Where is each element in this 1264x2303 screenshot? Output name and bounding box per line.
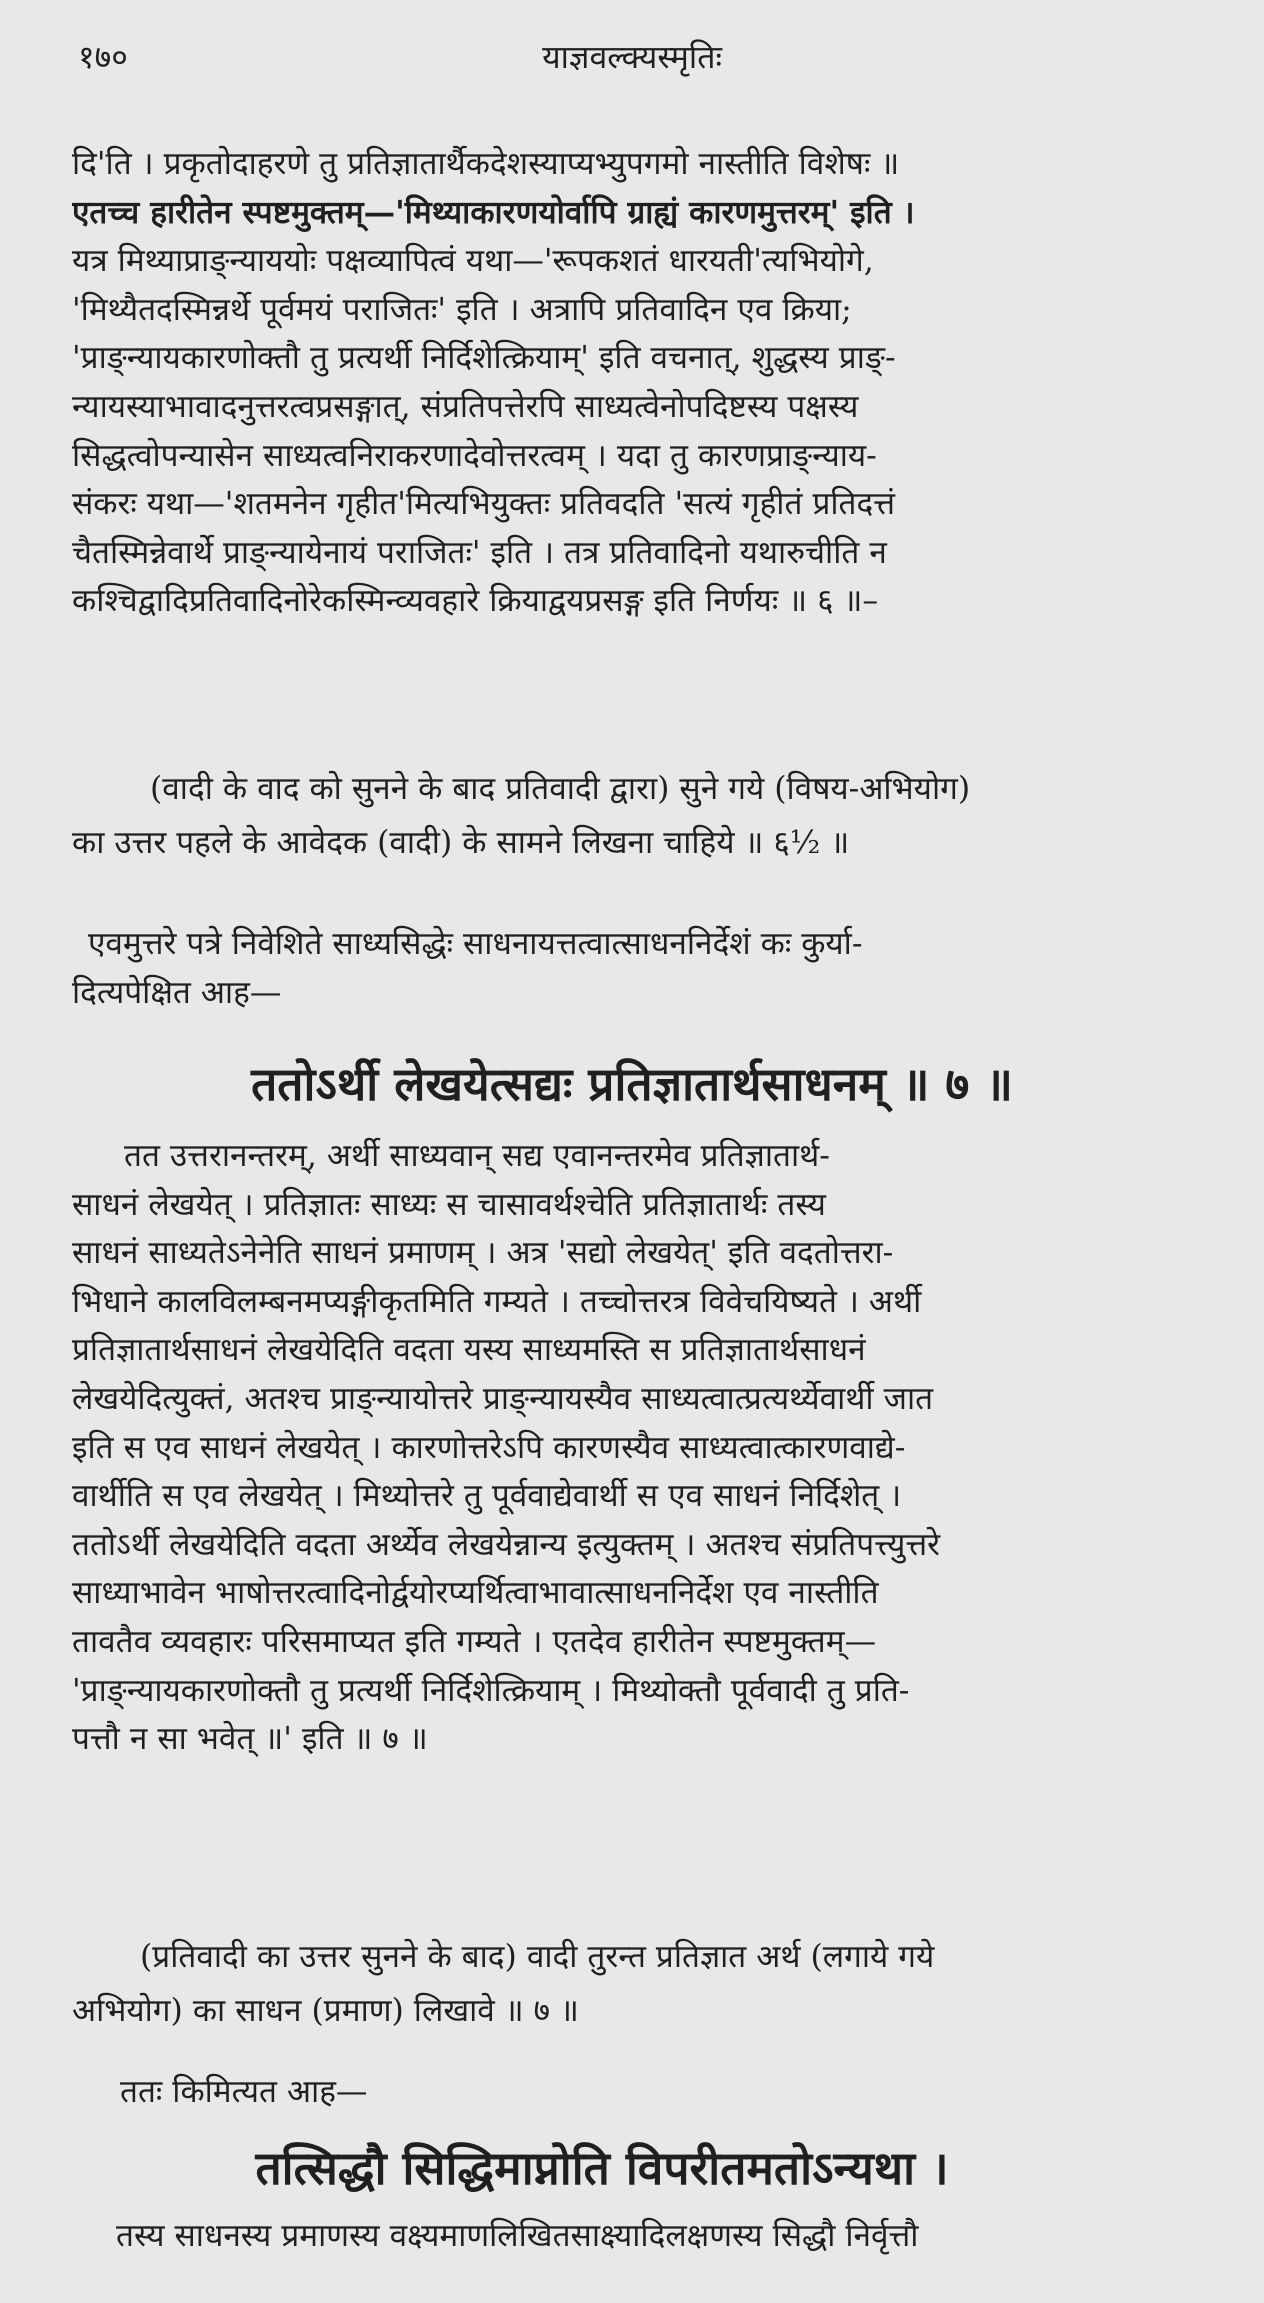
intro-line: ततः किमित्यत आह— <box>120 2074 368 2110</box>
intro-line: दित्यपेक्षित आह— <box>72 974 282 1011</box>
commentary-line: प्रतिज्ञातार्थसाधनं लेखयेदिति वदता यस्य साध्यमस्ति स प्रतिज्ञातार्थसाधनं <box>72 1332 866 1369</box>
page-number: १७० <box>78 38 128 76</box>
commentary-line: पत्तौ न सा भवेत् ॥' इति ॥ ७ ॥ <box>72 1721 428 1758</box>
verse-7: ततोऽर्थी लेखयेत्सद्यः प्रतिज्ञातार्थसाधनम् ॥ ७ ॥ <box>251 1057 1013 1111</box>
commentary-line: लेखयेदित्युक्तं, अतश्च प्राङ्न्यायोत्तरे प्राङ्न्यायस्यैव साध्यत्वात्प्रत्यर्थ्येवार्थी जात <box>72 1380 934 1417</box>
commentary-line: एतच्च हारीतेन स्पष्टमुक्तम्—'मिथ्याकारणयोर्वापि ग्राह्यं कारणमुत्तरम्' इति । <box>72 193 915 231</box>
commentary-line: साधनं लेखयेत् । प्रतिज्ञातः साध्यः स चासावर्थश्चेति प्रतिज्ञातार्थः तस्य <box>72 1186 826 1223</box>
commentary-line: तस्य साधनस्य प्रमाणस्य वक्ष्यमाणलिखितसाक्ष्यादिलक्षणस्य सिद्धौ निर्वृत्तौ <box>116 2218 919 2254</box>
hindi-translation-2 <box>72 1930 1200 2038</box>
commentary-line: सिद्धत्वोपन्यासेन साध्यत्वनिराकरणादेवोत्तरत्वम् । यदा तु कारणप्राङ्न्याय- <box>72 437 877 474</box>
commentary-line: चैतस्मिन्नेवार्थे प्राङ्न्यायेनायं पराजितः' इति । तत्र प्रतिवादिनो यथारुचीति न <box>72 534 887 571</box>
hindi-line: (वादी के वाद को सुनने के बाद प्रतिवादी द्वारा) सुने गये (विषय-अभियोग) <box>150 771 971 807</box>
commentary-line: कश्चिद्वादिप्रतिवादिनोरेकस्मिन्व्यवहारे क्रियाद्वयप्रसङ्ग इति निर्णयः ॥ ६ ॥– <box>72 583 879 620</box>
hindi-line: अभियोग) का साधन (प्रमाण) लिखावे ॥ ७ ॥ <box>72 1993 579 2029</box>
commentary-line: दि'ति । प्रकृतोदाहरणे तु प्रतिज्ञातार्थैकदेशस्याप्यभ्युपगमो नास्तीति विशेषः ॥ <box>72 146 900 182</box>
commentary-line: 'मिथ्यैतदस्मिन्नर्थे पूर्वमयं पराजितः' इति । अत्रापि प्रतिवादिन एव क्रिया; <box>72 291 852 328</box>
intro-block-2 <box>72 2068 1200 2117</box>
hindi-line: (प्रतिवादी का उत्तर सुनने के बाद) वादी तुरन्त प्रतिज्ञात अर्थ (लगाये गये <box>140 1939 935 1975</box>
commentary-line: 'प्राङ्न्यायकारणोक्तौ तु प्रत्यर्थी निर्दिशेत्क्रियाम् । मिथ्योक्तौ पूर्ववादी तु प्रति- <box>72 1672 910 1709</box>
commentary-line: वार्थीति स एव लेखयेत् । मिथ्योत्तरे तु पूर्ववाद्येवार्थी स एव साधनं निर्दिशेत् । <box>72 1478 902 1515</box>
commentary-line: न्यायस्याभावादनुत्तरत्वप्रसङ्गात्, संप्रतिपत्तेरपि साध्यत्वेनोपदिष्टस्य पक्षस्य <box>72 388 859 425</box>
commentary-line: संकरः यथा—'शतमनेन गृहीत'मित्यभियुक्तः प्रतिवदति 'सत्यं गृहीतं प्रतिदत्तं <box>72 486 895 523</box>
intro-block-1 <box>72 920 1200 1017</box>
intro-line: एवमुत्तरे पत्रे निवेशिते साध्यसिद्धेः साधनायत्तत्वात्साधननिर्देशं कः कुर्या- <box>88 926 863 962</box>
hindi-translation-1 <box>72 762 1200 870</box>
hindi-line: का उत्तर पहले के आवेदक (वादी) के सामने लिखना चाहिये ॥ ६½ ॥ <box>72 825 850 861</box>
commentary-block-3 <box>72 2212 1200 2261</box>
commentary-line: साधनं साध्यतेऽनेनेति साधनं प्रमाणम् । अत्र 'सद्यो लेखयेत्' इति वदतोत्तरा- <box>72 1235 894 1272</box>
commentary-line: इति स एव साधनं लेखयेत् । कारणोत्तरेऽपि कारणस्यैव साध्यत्वात्कारणवाद्ये- <box>72 1429 906 1466</box>
running-title: याज्ञवल्क्यस्मृतिः <box>542 38 722 76</box>
commentary-line: ततोऽर्थी लेखयेदिति वदता अर्थ्येव लेखयेन्नान्य इत्युक्तम् । अतश्च संप्रतिपत्त्युत्तरे <box>72 1526 940 1563</box>
commentary-line: यत्र मिथ्याप्राङ्न्याययोः पक्षव्यापित्वं यथा—'रूपकशतं धारयती'त्यभियोगे, <box>72 243 874 280</box>
commentary-line: भिधाने कालविलम्बनमप्यङ्गीकृतमिति गम्यते । तच्चोत्तरत्र विवेचयिष्यते । अर्थी <box>72 1283 922 1320</box>
page-header <box>0 35 1264 85</box>
commentary-line: 'प्राङ्न्यायकारणोक्तौ तु प्रत्यर्थी निर्दिशेत्क्रियाम्' इति वचनात्, शुद्धस्य प्राङ्- <box>72 340 896 377</box>
commentary-line: तत उत्तरानन्तरम्, अर्थी साध्यवान् सद्य एवानन्तरमेव प्रतिज्ञातार्थ- <box>124 1138 830 1174</box>
commentary-block-2 <box>72 1132 1200 1764</box>
commentary-line: तावतैव व्यवहारः परिसमाप्यत इति गम्यते । एतदेव हारीतेन स्पष्टमुक्तम्— <box>72 1623 877 1660</box>
verse-8: तत्सिद्धौ सिद्धिमाप्नोति विपरीतमतोऽन्यथा । <box>255 2141 949 2195</box>
commentary-block-1 <box>72 140 1200 626</box>
commentary-line: साध्याभावेन भाषोत्तरत्वादिनोर्द्वयोरप्यर्थित्वाभावात्साधननिर्देश एव नास्तीति <box>72 1575 879 1612</box>
